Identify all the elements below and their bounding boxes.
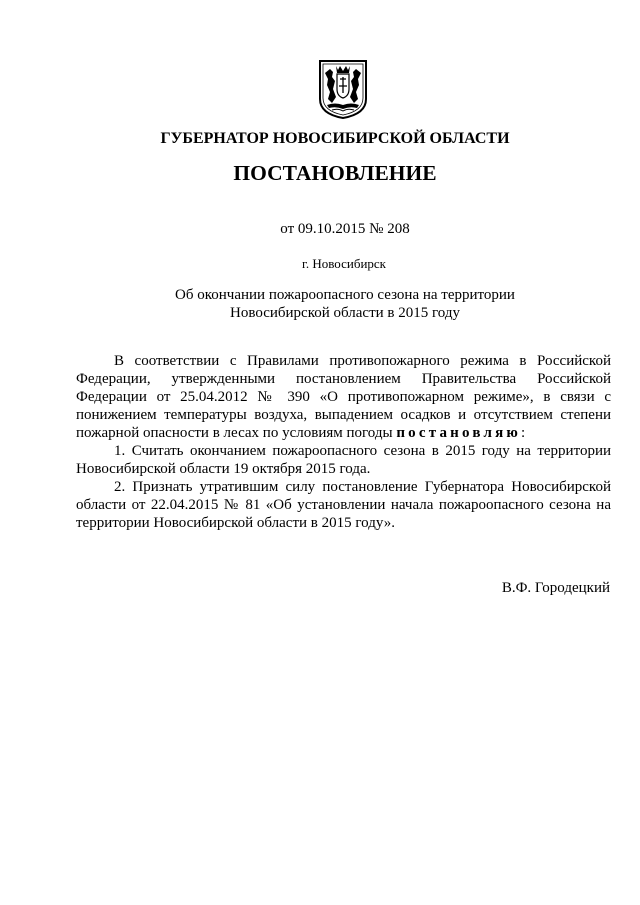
intro-text: В соответствии с Правилами противопожарного режима в Российской Федерации, утвержденными постановлением Правительства Российской Федерации от 25.04.2012 № 390 «О противопожарном режиме», в связи с понижением температуры воздуха, выпадением осадков и отсутствием степени пожарной опасности в лесах по условиям погоды <box>76 353 611 441</box>
intro-paragraph <box>76 352 611 442</box>
governor-title: ГУБЕРНАТОР НОВОСИБИРСКОЙ ОБЛАСТИ <box>160 130 510 147</box>
resolve-word: постановляю <box>396 425 522 441</box>
document-city: г. Новосибирск <box>301 256 386 271</box>
item-1-paragraph: 1. Считать окончанием пожароопасного сезона в 2015 году на территории Новосибирской области 19 октября 2015 года. <box>76 443 611 477</box>
document-date-number: от 09.10.2015 № 208 <box>280 221 410 237</box>
novosibirsk-coat-of-arms-icon <box>318 59 368 120</box>
subject-line-2: Новосибирской области в 2015 году <box>230 305 460 321</box>
document-subject <box>0 286 640 322</box>
resolve-colon: : <box>521 425 526 441</box>
item-2-paragraph: 2. Признать утратившим силу постановление Губернатора Новосибирской области от 22.04.2015 № 81 «Об установлении начала пожароопасного сезона на территории Новосибирской области в 2015 году». <box>76 479 611 531</box>
subject-line-1: Об окончании пожароопасного сезона на территории <box>175 287 515 303</box>
document-type-heading: ПОСТАНОВЛЕНИЕ <box>233 161 437 185</box>
document-body <box>76 352 611 532</box>
signature-name: В.Ф. Городецкий <box>501 580 610 596</box>
